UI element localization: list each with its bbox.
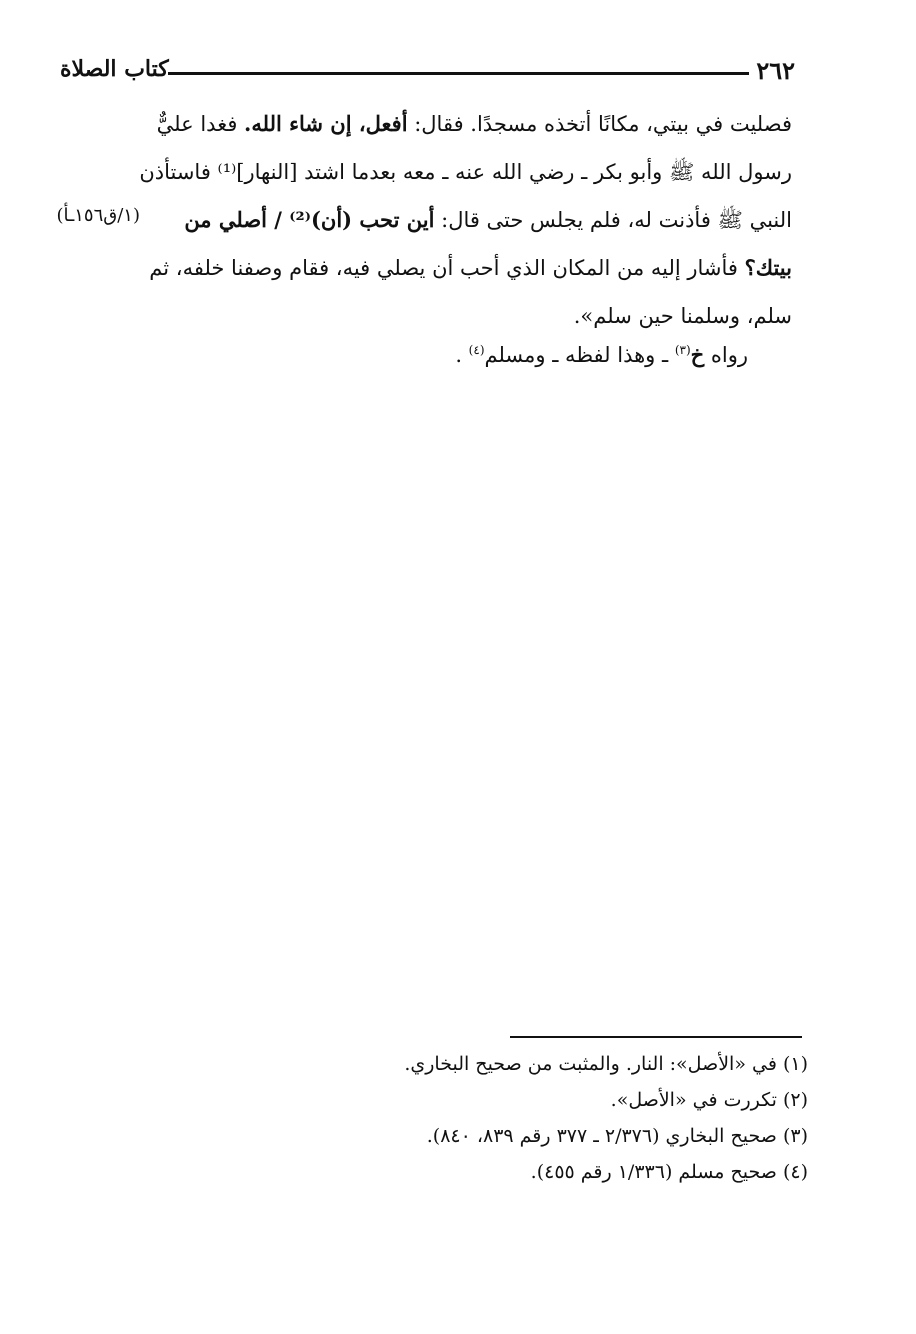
footnote-ref-3: (٣) <box>674 343 691 357</box>
text-line-3 <box>58 196 792 244</box>
text-line-5: سلم، وسلمنا حين سلم». <box>573 304 792 328</box>
text-line-1 <box>58 100 792 148</box>
main-text <box>58 100 792 340</box>
attribution-text: . <box>455 343 469 367</box>
text-line-4 <box>58 244 792 292</box>
text-segment: فأشار إليه من المكان الذي أحب أن يصلي فيه، فقام وصفنا خلفه، ثم <box>149 256 745 280</box>
footnote-2: (٢) تكررت في «الأصل». <box>610 1089 808 1111</box>
bukhari-symbol: خ <box>690 342 705 367</box>
footnote-separator <box>510 1036 802 1038</box>
bold-phrase: بيتك؟ <box>744 255 792 280</box>
text-segment: النبي ﷺ فأذنت له، فلم يجلس حتى قال: <box>434 208 792 232</box>
attribution-text: رواه <box>704 343 748 367</box>
footnote-4: (٤) صحيح مسلم (١/٣٣٦ رقم ٤٥٥). <box>530 1161 808 1183</box>
footnote-1: (١) في «الأصل»: النار. والمثبت من صحيح البخاري. <box>404 1053 808 1075</box>
footnote-ref-4: (٤) <box>468 343 485 357</box>
header-rule <box>168 72 749 75</box>
page-number: ٢٦٢ <box>756 56 795 85</box>
footnotes <box>308 1046 808 1190</box>
running-title: كتاب الصلاة <box>60 56 169 82</box>
text-segment: فغدا عليٌّ <box>156 112 245 136</box>
footnote-3: (٣) صحيح البخاري (٢/٣٧٦ ـ ٣٧٧ رقم ٨٣٩، ٨٤٠). <box>426 1125 808 1147</box>
attribution-text: ـ وهذا لفظه ـ ومسلم <box>484 343 675 367</box>
text-segment: فصليت في بيتي، مكانًا أتخذه مسجدًا. فقال: <box>407 112 792 136</box>
bold-phrase: أين تحب (أن)⁽²⁾ / أصلي من <box>184 207 435 232</box>
bold-phrase: أفعل، إن شاء الله. <box>244 111 408 136</box>
text-line-2: رسول الله ﷺ وأبو بكر ـ رضي الله عنه ـ معه بعدما اشتد [النهار]⁽¹⁾ فاستأذن <box>139 160 792 184</box>
attribution-line <box>455 342 748 367</box>
page-header <box>60 56 795 86</box>
manuscript-folio-note: (١/ق١٥٦ـأ) <box>56 205 140 226</box>
